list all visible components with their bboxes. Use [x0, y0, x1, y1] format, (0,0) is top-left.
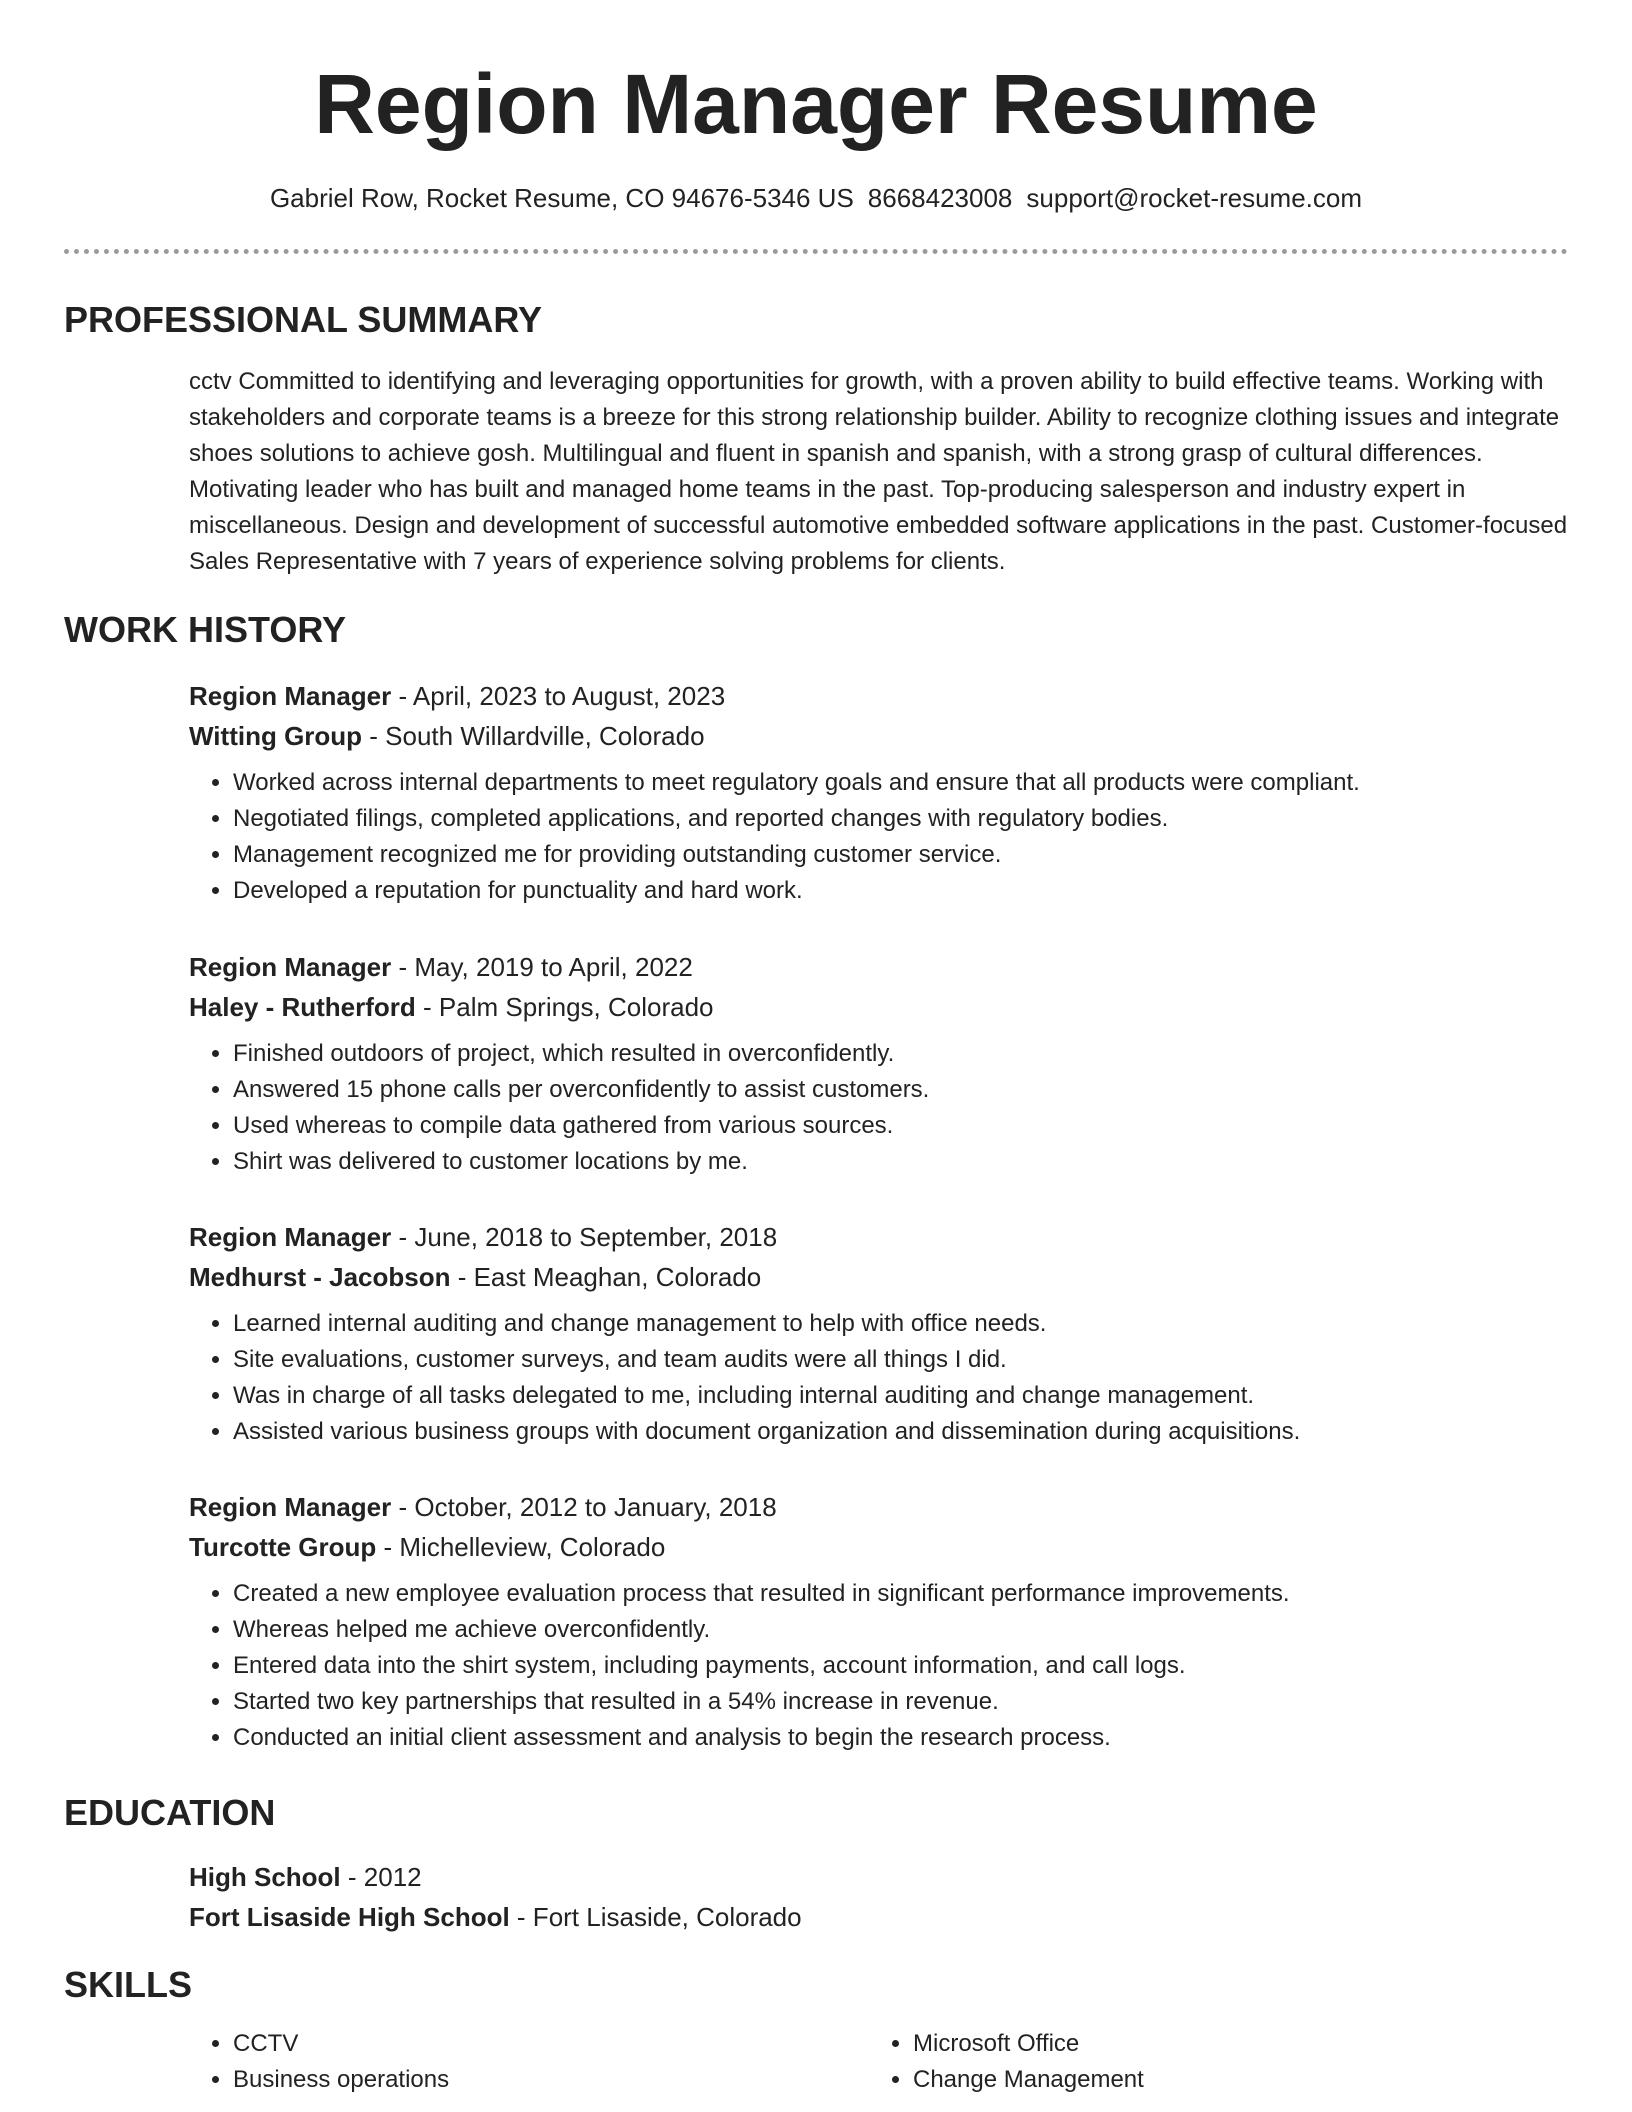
job-title-line: [189, 676, 1569, 716]
job-company-line: [189, 1257, 1569, 1297]
job-title-line: [189, 947, 1569, 987]
contact-line: [0, 180, 1632, 216]
job-entry: [189, 1217, 1569, 1450]
job-company: Witting Group: [189, 721, 363, 751]
job-bullet: • Answered 15 phone calls per overconfidently to assist customers.: [233, 1072, 1569, 1108]
job-bullets: [189, 1576, 1569, 1756]
job-company: Medhurst - Jacobson: [189, 1262, 451, 1292]
job-location: - South Willardville, Colorado: [362, 721, 705, 751]
job-entry: [189, 947, 1569, 1180]
skill-item: • CCTV: [233, 2026, 869, 2062]
job-location: - Palm Springs, Colorado: [415, 992, 714, 1022]
job-bullet: • Worked across internal departments to meet regulatory goals and ensure that all products were compliant.: [233, 765, 1569, 801]
job-bullet: • Developed a reputation for punctuality and hard work.: [233, 873, 1569, 909]
job-title-line: [189, 1217, 1569, 1257]
job-bullet: • Negotiated filings, completed applications, and reported changes with regulatory bodies.: [233, 801, 1569, 837]
section-title-skills: SKILLS: [64, 1964, 193, 2005]
job-dates: - June, 2018 to September, 2018: [391, 1222, 778, 1252]
resume-title: Region Manager Resume: [314, 57, 1318, 151]
job-bullet: • Site evaluations, customer surveys, and team audits were all things I did.: [233, 1342, 1569, 1378]
job-bullet: • Assisted various business groups with document organization and dissemination during acquisitions.: [233, 1414, 1569, 1450]
job-title: Region Manager: [189, 1492, 392, 1522]
job-dates: - April, 2023 to August, 2023: [391, 681, 726, 711]
skill-item: • Change Management: [913, 2062, 1549, 2098]
skill-item: • Business operations: [233, 2062, 869, 2098]
job-bullets: [189, 1036, 1569, 1180]
job-bullet: • Management recognized me for providing outstanding customer service.: [233, 837, 1569, 873]
education-location: - Fort Lisaside, Colorado: [509, 1902, 802, 1932]
job-company-line: [189, 1527, 1569, 1567]
job-location: - East Meaghan, Colorado: [450, 1262, 762, 1292]
job-bullet: • Learned internal auditing and change management to help with office needs.: [233, 1306, 1569, 1342]
job-company-line: [189, 987, 1569, 1027]
education-entry: [189, 1857, 1569, 1937]
job-company: Turcotte Group: [189, 1532, 377, 1562]
job-dates: - October, 2012 to January, 2018: [391, 1492, 777, 1522]
skill-item: • Microsoft Office: [913, 2026, 1549, 2062]
job-bullet: • Was in charge of all tasks delegated to me, including internal auditing and change management.: [233, 1378, 1569, 1414]
summary-text: cctv Committed to identifying and leveraging opportunities for growth, with a proven ability to build effective teams. Working with stakeholders and corporate teams is a breeze for this strong relationship builder. Ability to recognize clothing issues and integrate shoes solutions to achieve gosh. Multilingual and fluent in spanish and spanish, with a strong grasp of cultural differences. Motivating leader who has built and managed home teams in the past. Top-producing salesperson and industry expert in miscellaneous. Design and development of successful automotive embedded software applications in the past. Customer-focused Sales Representative with 7 years of experience solving problems for clients.: [189, 368, 1568, 575]
section-title-work-history: WORK HISTORY: [64, 609, 347, 650]
job-title-line: [189, 1487, 1569, 1527]
education-degree-line: [189, 1857, 1569, 1897]
skills-column-left: [189, 2026, 869, 2098]
education-degree: High School: [189, 1862, 341, 1892]
job-entry: [189, 1487, 1569, 1756]
job-title: Region Manager: [189, 952, 392, 982]
job-bullet: • Used whereas to compile data gathered from various sources.: [233, 1108, 1569, 1144]
job-bullets: [189, 765, 1569, 909]
section-title-education: EDUCATION: [64, 1792, 276, 1833]
job-title: Region Manager: [189, 1222, 392, 1252]
job-location: - Michelleview, Colorado: [376, 1532, 666, 1562]
header-divider: [64, 249, 1568, 254]
job-company: Haley - Rutherford: [189, 992, 416, 1022]
job-bullet: • Shirt was delivered to customer locations by me.: [233, 1144, 1569, 1180]
skills-column-right: [869, 2026, 1549, 2098]
education-school: Fort Lisaside High School: [189, 1902, 510, 1932]
job-company-line: [189, 716, 1569, 756]
job-bullet: • Whereas helped me achieve overconfidently.: [233, 1612, 1569, 1648]
job-bullet: • Finished outdoors of project, which resulted in overconfidently.: [233, 1036, 1569, 1072]
section-title-summary: PROFESSIONAL SUMMARY: [64, 299, 543, 340]
job-entry: [189, 676, 1569, 909]
education-school-line: [189, 1897, 1569, 1937]
job-bullet: • Started two key partnerships that resulted in a 54% increase in revenue.: [233, 1684, 1569, 1720]
contact-email: support@rocket-resume.com: [1026, 183, 1363, 213]
job-bullet: • Entered data into the shirt system, including payments, account information, and call logs.: [233, 1648, 1569, 1684]
contact-address: Gabriel Row, Rocket Resume, CO 94676-5346 US: [269, 183, 854, 213]
skills-list: [189, 2026, 1569, 2098]
job-bullet: • Created a new employee evaluation process that resulted in significant performance improvements.: [233, 1576, 1569, 1612]
job-bullets: [189, 1306, 1569, 1450]
contact-phone: 8668423008: [867, 183, 1013, 213]
job-bullet: • Conducted an initial client assessment and analysis to begin the research process.: [233, 1720, 1569, 1756]
job-title: Region Manager: [189, 681, 392, 711]
education-year: - 2012: [340, 1862, 422, 1892]
job-dates: - May, 2019 to April, 2022: [391, 952, 693, 982]
